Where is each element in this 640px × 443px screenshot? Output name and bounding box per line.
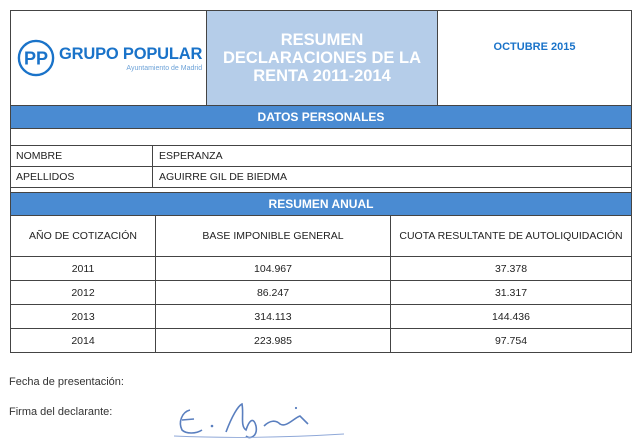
year-cell: 2011 xyxy=(11,257,156,281)
document-date: OCTUBRE 2015 xyxy=(493,41,576,53)
base-cell: 86.247 xyxy=(156,281,391,305)
column-header: CUOTA RESULTANTE DE AUTOLIQUIDACIÓN xyxy=(391,216,632,257)
field-row-name xyxy=(11,146,631,167)
logo-name: GRUPO POPULAR xyxy=(59,44,203,63)
document-header xyxy=(11,11,631,106)
year-cell: 2012 xyxy=(11,281,156,305)
tax-summary-sheet xyxy=(10,10,632,353)
base-cell: 104.967 xyxy=(156,257,391,281)
column-header: BASE IMPONIBLE GENERAL xyxy=(156,216,391,257)
column-header: AÑO DE COTIZACIÓN xyxy=(11,216,156,257)
logo-subtitle: Ayuntamiento de Madrid xyxy=(126,64,203,72)
presentation-date-label: Fecha de presentación: xyxy=(9,376,124,388)
table-row xyxy=(11,329,631,353)
quota-cell: 97.754 xyxy=(494,334,528,347)
table-row xyxy=(11,281,631,305)
title-line: RENTA 2011-2014 xyxy=(253,67,391,85)
pp-logo-icon xyxy=(17,39,55,77)
svg-text:PP: PP xyxy=(23,48,49,69)
quota-cell: 144.436 xyxy=(391,305,632,329)
field-value: ESPERANZA xyxy=(159,150,223,162)
annual-summary-table xyxy=(11,216,631,352)
annual-summary-heading: RESUMEN ANUAL xyxy=(11,193,631,216)
year-cell: 2013 xyxy=(11,305,156,329)
field-row-surnames xyxy=(11,167,631,188)
quota-cell: 37.378 xyxy=(391,257,632,281)
party-logo xyxy=(11,11,206,105)
document-title xyxy=(206,11,438,105)
table-header-row xyxy=(11,216,631,257)
signature-label: Firma del declarante: xyxy=(9,406,113,418)
base-cell: 314.113 xyxy=(156,305,391,329)
year-cell: 2014 xyxy=(11,329,156,353)
spacer xyxy=(11,129,631,146)
field-label: NOMBRE xyxy=(11,146,153,166)
table-row xyxy=(11,257,631,281)
table-row xyxy=(11,305,631,329)
title-line: DECLARACIONES DE LA xyxy=(222,49,421,67)
field-value: AGUIRRE GIL DE BIEDMA xyxy=(159,171,287,183)
personal-data-heading: DATOS PERSONALES xyxy=(11,106,631,129)
quota-cell: 31.317 xyxy=(391,281,632,305)
handwritten-signature xyxy=(168,396,348,440)
base-cell: 223.985 xyxy=(156,329,391,353)
title-line: RESUMEN xyxy=(280,31,364,49)
field-label: APELLIDOS xyxy=(11,167,153,187)
